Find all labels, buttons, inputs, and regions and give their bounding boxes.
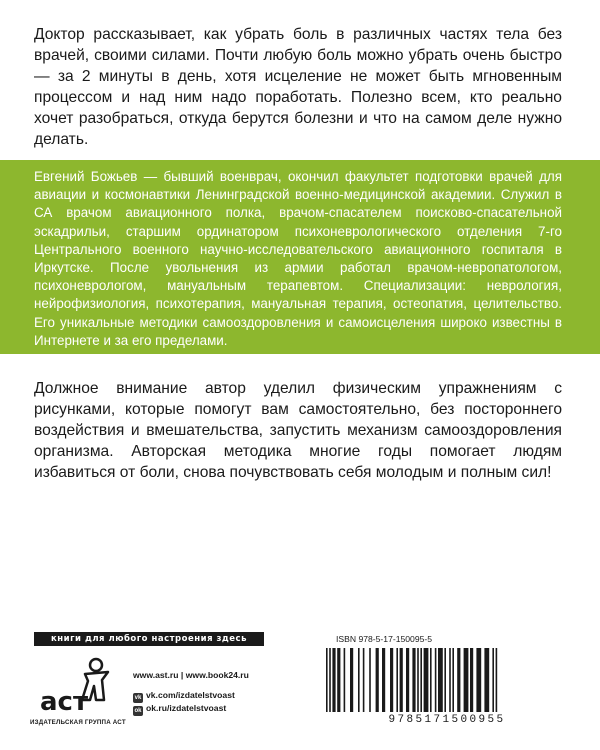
slogan-bar: книги для любого настроения здесь <box>34 632 264 646</box>
barcode-bar <box>476 648 481 712</box>
vk-icon: vk <box>134 695 142 701</box>
barcode-bar <box>449 648 451 712</box>
barcode-bar <box>492 648 494 712</box>
publisher-caption: ИЗДАТЕЛЬСКАЯ ГРУППА АСТ <box>30 719 126 726</box>
barcode-bar <box>444 648 446 712</box>
barcode-bar <box>435 648 437 712</box>
barcode-bar <box>406 648 409 712</box>
barcode-bar <box>350 648 353 712</box>
isbn: ISBN 978-5-17-150095-5 <box>336 634 433 644</box>
barcode-digits: 9785171500955 <box>388 714 506 726</box>
barcode-bar <box>390 648 393 712</box>
author-bio-panel <box>0 160 600 354</box>
barcode-bar <box>358 648 360 712</box>
barcode-bar <box>484 648 489 712</box>
vk-link[interactable]: vk.com/izdatelstvoast <box>146 690 235 700</box>
intro-paragraph: Доктор рассказывает, как убрать боль в различных частях тела без врачей, своими силами. Почти любую боль можно убрать очень быстро — за 2 минуты в день, хотя исцеление не может быть мгновенным процессом и над ним надо поработать. Полезно всем, кто реально хочет разобраться, откуда берутся болезни и что на самом деле нужно делать. <box>34 26 562 148</box>
barcode-bar <box>396 648 398 712</box>
closing-paragraph: Должное внимание автор уделил физическим упражнениям с рисунками, которые помогут вам самостоятельно, без постороннего воздействия и вмешательства, запустить механизм самооздоровления организма. Авторская методика многие годы помогает людям избавиться от боли, снова почувствовать себя молодым и полным сил! <box>34 380 562 481</box>
barcode-bar <box>332 648 335 712</box>
ok-link-row[interactable] <box>133 703 226 716</box>
barcode-bar <box>329 648 331 712</box>
vk-link-row[interactable] <box>133 690 235 703</box>
barcode-bar <box>496 648 498 712</box>
barcode-bar <box>363 648 365 712</box>
barcode-bar <box>337 648 340 712</box>
author-bio-text: Евгений Божьев — бывший военврач, окончил факультет подготовки врачей для авиации и космонавтики Ленинградской военно-медицинской академии. Служил в СА врачом авиационного полка, врачом-спасателем поисково-спасательной эскадрильи, старшим ординатором психоневрологического отделения 7-го Центрального военного научно-исследовательского авиационного госпиталя в Иркутске. После увольнения из армии работал врачом-невропатологом, психоневрологом, мануальным терапевтом. Специализации: неврология, нейрофизиология, психотерапия, мануальная терапия, остеопатия, целительство. Его уникальные методики самооздоровления и самоисцеления широко известны в Интернете и за его пределами. <box>34 169 562 348</box>
logo-wordmark: аст <box>40 687 89 717</box>
barcode-bar <box>457 648 460 712</box>
barcode-bar <box>326 648 328 712</box>
barcode-bar <box>430 648 432 712</box>
barcode-bar <box>470 648 473 712</box>
barcode-bar <box>412 648 415 712</box>
barcode-bar <box>417 648 419 712</box>
ok-icon: ok <box>134 708 142 714</box>
barcode-bar <box>382 648 385 712</box>
ok-link[interactable]: ok.ru/izdatelstvoast <box>146 703 227 713</box>
barcode-bar <box>452 648 454 712</box>
logo-figure-head <box>90 659 102 671</box>
barcode-bar <box>438 648 443 712</box>
barcode-bar <box>420 648 422 712</box>
barcode-bar <box>376 648 379 712</box>
publisher-websites[interactable]: www.ast.ru | www.book24.ru <box>133 670 249 680</box>
barcode-bar <box>344 648 346 712</box>
barcode-bar <box>369 648 371 712</box>
barcode-bar <box>400 648 403 712</box>
barcode-bar <box>464 648 469 712</box>
ast-logo <box>38 656 118 718</box>
isbn-barcode <box>322 648 572 712</box>
barcode-bar <box>424 648 429 712</box>
